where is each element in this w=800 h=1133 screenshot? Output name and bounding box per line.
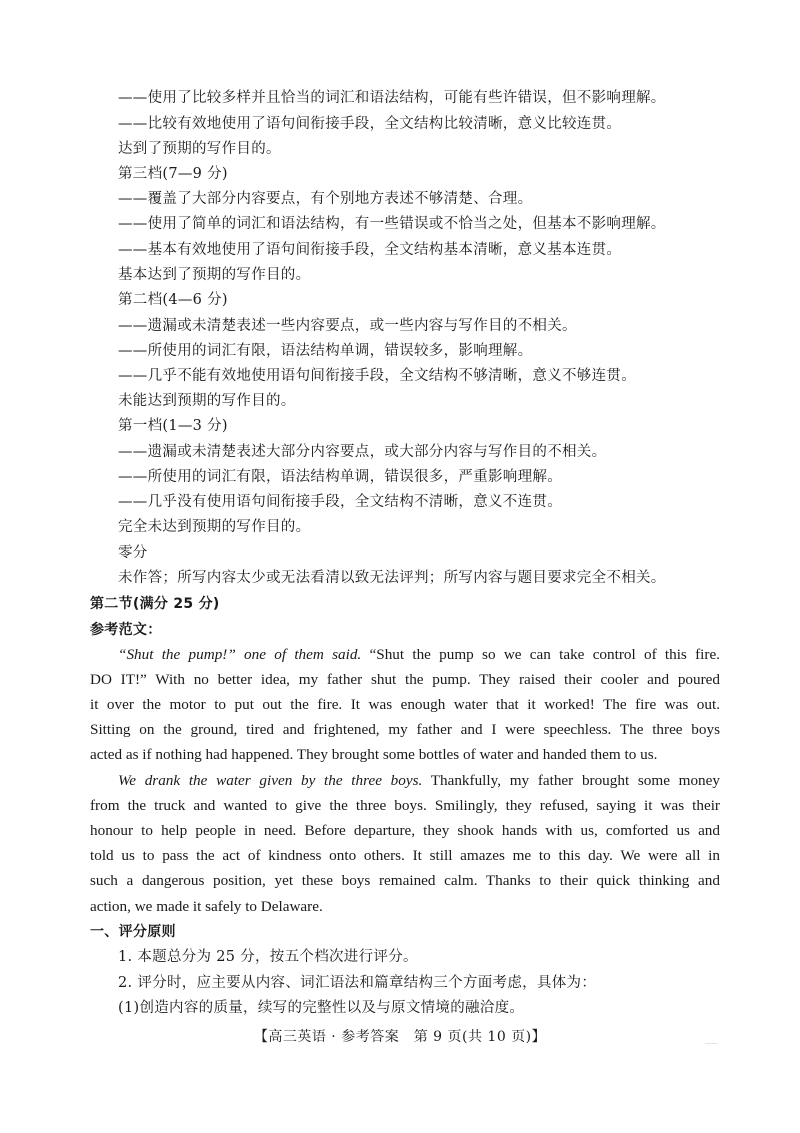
- rubric-line: 基本达到了预期的写作目的。: [118, 267, 311, 283]
- rubric-line: 完全未达到预期的写作目的。: [118, 519, 311, 535]
- rubric-line: ——所使用的词汇有限，语法结构单调，错误较多，影响理解。: [118, 343, 533, 359]
- essay-line: We drank the water given by the three boys. Thankfully, my father brought some money: [118, 772, 720, 789]
- rubric-line: 未能达到预期的写作目的。: [118, 393, 296, 409]
- essay-italic-start: “Shut the pump!” one of them said.: [118, 646, 362, 663]
- section-title: 第二节(满分 25 分): [90, 596, 220, 612]
- rubric-line: ——覆盖了大部分内容要点，有个别地方表述不够清楚、合理。: [118, 191, 533, 207]
- rubric-line: 达到了预期的写作目的。: [118, 141, 281, 157]
- page-footer: 【高三英语 · 参考答案 第 9 页(共 10 页)】: [253, 1029, 547, 1045]
- essay-line: told us to pass the act of kindness onto others. It still amazes me to this day. We were all in: [90, 847, 720, 864]
- rubric-line: ——遗漏或未清楚表述一些内容要点，或一些内容与写作目的不相关。: [118, 318, 577, 334]
- rubric-line: ——几乎没有使用语句间衔接手段，全文结构不清晰，意义不连贯。: [118, 494, 562, 510]
- rubric-line: ——基本有效地使用了语句间衔接手段，全文结构基本清晰，意义基本连贯。: [118, 242, 622, 258]
- essay-line: DO IT!” With no better idea, my father shut the pump. They raised their cooler and poured: [90, 671, 720, 688]
- rubric-line: 未作答；所写内容太少或无法看清以致无法评判；所写内容与题目要求完全不相关。: [118, 570, 666, 586]
- essay-line: acted as if nothing had happened. They brought some bottles of water and handed them to us.: [90, 746, 658, 763]
- rubric-level-heading: 第三档(7—9 分): [118, 166, 228, 182]
- essay-line: Sitting on the ground, tired and frightened, my father and I were speechless. The three boys: [90, 721, 720, 738]
- rubric-level-heading: 零分: [118, 545, 148, 561]
- principle-item: 1. 本题总分为 25 分，按五个档次进行评分。: [118, 949, 418, 965]
- corner-mark: ——: [705, 1040, 717, 1047]
- rubric-line: ——比较有效地使用了语句间衔接手段，全文结构比较清晰，意义比较连贯。: [118, 116, 622, 132]
- essay-line: honour to help people in need. Before departure, they shook hands with us, comforted us and: [90, 822, 720, 839]
- essay-line: from the truck and wanted to give the three boys. Smilingly, they refused, saying it was their: [90, 797, 720, 814]
- principle-item: (1)创造内容的质量，续写的完整性以及与原文情境的融洽度。: [118, 1000, 525, 1016]
- rubric-level-heading: 第一档(1—3 分): [118, 418, 228, 434]
- rubric-line: ——使用了简单的词汇和语法结构，有一些错误或不恰当之处，但基本不影响理解。: [118, 216, 666, 232]
- rubric-line: ——几乎不能有效地使用语句间衔接手段，全文结构不够清晰，意义不够连贯。: [118, 368, 636, 384]
- sample-essay-label: 参考范文：: [90, 622, 162, 638]
- rubric-line: ——使用了比较多样并且恰当的词汇和语法结构，可能有些许错误，但不影响理解。: [118, 90, 666, 106]
- essay-italic-start: We drank the water given by the three boys.: [118, 772, 423, 789]
- principles-title: 一、评分原则: [90, 924, 176, 940]
- essay-line: it over the motor to put out the fire. It was enough water that it worked! The fire was out.: [90, 696, 720, 713]
- rubric-line: ——所使用的词汇有限，语法结构单调，错误很多，严重影响理解。: [118, 469, 562, 485]
- rubric-line: ——遗漏或未清楚表述大部分内容要点，或大部分内容与写作目的不相关。: [118, 444, 607, 460]
- essay-line: “Shut the pump!” one of them said. “Shut the pump so we can take control of this fire.: [118, 646, 720, 663]
- essay-line: such a dangerous position, yet these boys remained calm. Thanks to their quick thinking and: [90, 872, 720, 889]
- principle-item: 2. 评分时，应主要从内容、词汇语法和篇章结构三个方面考虑，具体为：: [118, 975, 597, 991]
- essay-line: action, we made it safely to Delaware.: [90, 898, 323, 915]
- rubric-level-heading: 第二档(4—6 分): [118, 292, 228, 308]
